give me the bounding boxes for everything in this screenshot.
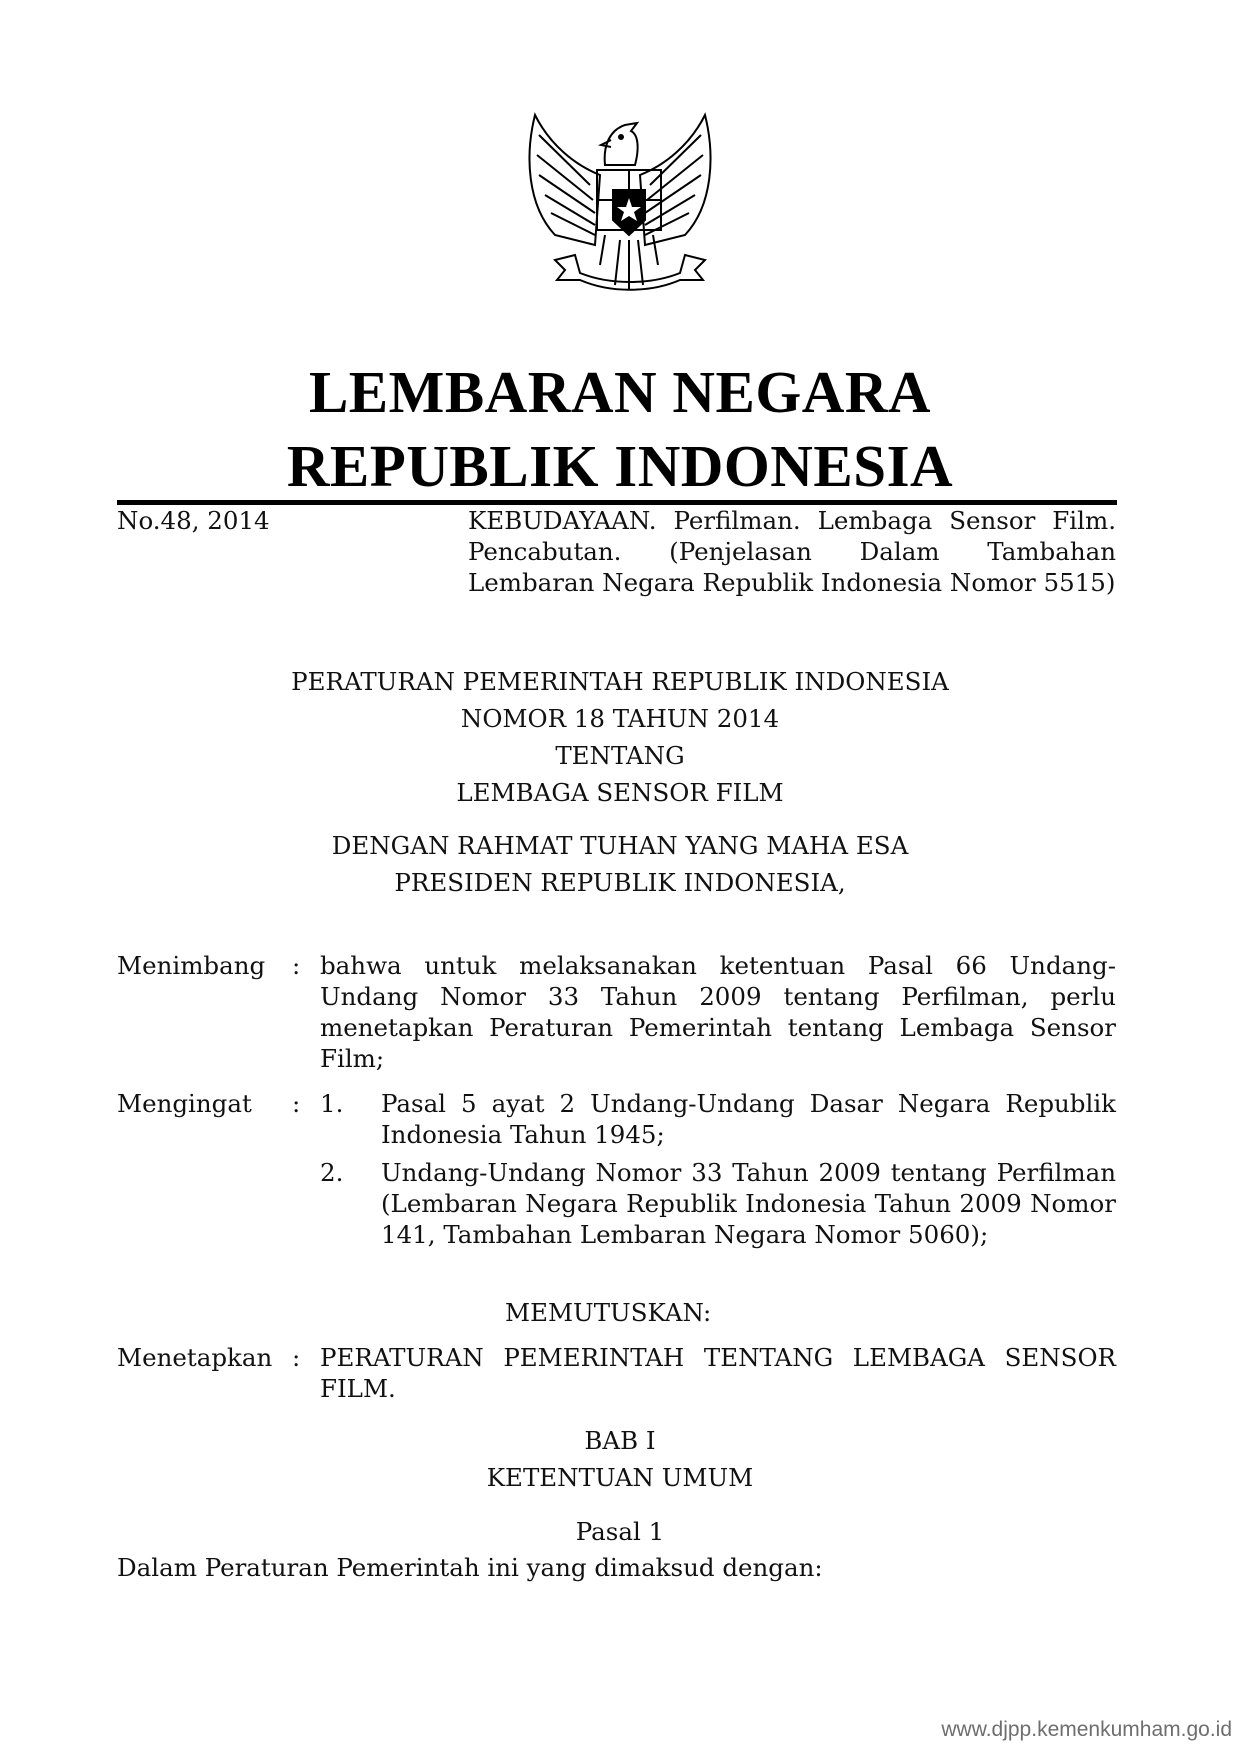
- gazette-number: No.48, 2014: [117, 506, 270, 535]
- bab-title: KETENTUAN UMUM: [486, 1463, 754, 1492]
- gazette-summary: KEBUDAYAAN. Perfilman. Lembaga Sensor Film. Pencabutan. (Penjelasan Dalam Tambahan Lembaran Negara Republik Indonesia Nomor 5515): [468, 506, 1116, 597]
- menimbang-colon: :: [292, 951, 301, 980]
- regulation-tentang: TENTANG: [555, 741, 685, 770]
- menetapkan-text: PERATURAN PEMERINTAH TENTANG LEMBAGA SENSOR FILM.: [320, 1343, 1116, 1403]
- mengingat-item-number: 1.: [320, 1089, 344, 1118]
- preamble-president: PRESIDEN REPUBLIK INDONESIA,: [394, 868, 846, 897]
- mengingat-item-text: Undang-Undang Nomor 33 Tahun 2009 tentang Perfilman (Lembaran Negara Republik Indonesia Tahun 2009 Nomor 141, Tambahan Lembaran Negara Nomor 5060);: [381, 1158, 1116, 1249]
- garuda-pancasila-emblem-icon: [515, 95, 725, 305]
- preamble-divine: DENGAN RAHMAT TUHAN YANG MAHA ESA: [331, 831, 909, 860]
- bab-number: BAB I: [584, 1426, 656, 1455]
- pasal-heading: Pasal 1: [575, 1517, 665, 1546]
- menimbang-text: bahwa untuk melaksanakan ketentuan Pasal 66 Undang-Undang Nomor 33 Tahun 2009 tentang Perfilman, perlu menetapkan Peraturan Pemerintah tentang Lembaga Sensor Film;: [320, 951, 1116, 1073]
- memutuskan-heading: MEMUTUSKAN:: [505, 1298, 712, 1327]
- gazette-title-line-2: REPUBLIK INDONESIA: [286, 433, 954, 499]
- mengingat-item-text: Pasal 5 ayat 2 Undang-Undang Dasar Negara Republik Indonesia Tahun 1945;: [381, 1089, 1116, 1149]
- source-watermark: www.djpp.kemenkumham.go.id: [941, 1718, 1232, 1741]
- menimbang-label: Menimbang: [117, 951, 266, 980]
- regulation-title: PERATURAN PEMERINTAH REPUBLIK INDONESIA: [291, 667, 949, 696]
- regulation-number: NOMOR 18 TAHUN 2014: [460, 704, 780, 733]
- pasal-intro: Dalam Peraturan Pemerintah ini yang dimaksud dengan:: [117, 1553, 823, 1582]
- regulation-subject: LEMBAGA SENSOR FILM: [456, 778, 784, 807]
- mengingat-colon: :: [292, 1089, 301, 1118]
- mengingat-item-number: 2.: [320, 1158, 344, 1187]
- gazette-title-line-1: LEMBARAN NEGARA: [308, 359, 932, 425]
- mengingat-label: Mengingat: [117, 1089, 252, 1118]
- menetapkan-colon: :: [292, 1343, 301, 1372]
- menetapkan-label: Menetapkan: [117, 1343, 273, 1372]
